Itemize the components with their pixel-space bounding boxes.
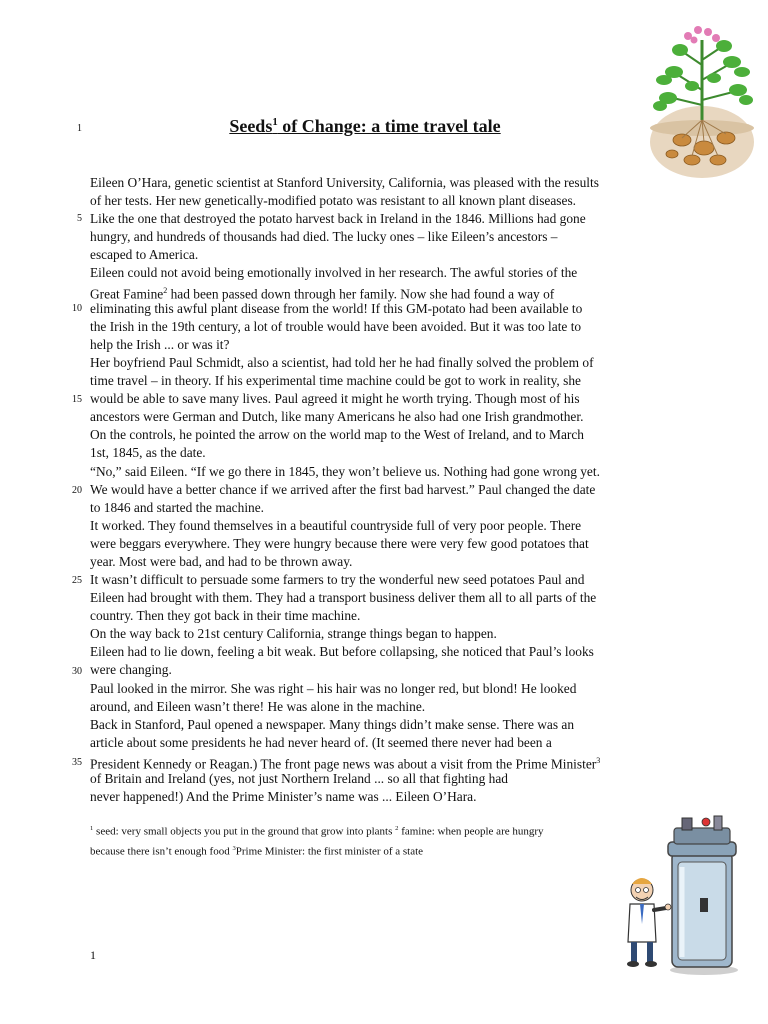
line-number: 5 [77,213,82,224]
body-line: President Kennedy or Reagan.) The front page news was about a visit from the Prime Minister$^3$ [90,756,601,772]
body-line: Paul looked in the mirror. She was right – his hair was no longer red, but blond! He looked [90,681,577,696]
potato-plant-illustration [648,20,758,180]
body-line: Eileen O’Hara, genetic scientist at Stanford University, California, was pleased with the results [90,175,599,190]
body-line: Great Famine$^2$ had been passed down through her family. Now she had found a way of [90,286,555,302]
body-line: the Irish in the 19th century, a lot of trouble would have been avoided. But it was too late to [90,319,582,334]
body-line: were changing. [90,662,172,677]
page-number: 1 [90,948,96,962]
scientist-time-machine-illustration [622,812,742,977]
body-line: to 1846 and started the machine. [90,500,265,515]
body-line: On the controls, he pointed the arrow on the world map to the West of Ireland, and to March [90,427,584,442]
body-line: around, and Eileen wasn’t there! He was alone in the machine. [90,699,426,714]
line-number: 10 [72,303,82,314]
body-line: “No,” said Eileen. “If we go there in 1845, they won’t believe us. Nothing had gone wrong yet. [90,464,600,479]
body-line: Eileen had brought with them. They had a transport business deliver them all to all parts of the [90,590,597,605]
line-number: 35 [72,757,82,768]
footnote-line: because there isn’t enough food $^3$Prime Minister: the first minister of a state [90,845,424,858]
body-line: It worked. They found themselves in a beautiful countryside full of very poor people. There [90,518,582,533]
body-line: On the way back to 21st century California, strange things began to happen. [90,626,497,641]
body-line: help the Irish ... or was it? [90,337,230,352]
body-line: time travel – in theory. If his experimental time machine could be got to work in reality, she [90,373,581,388]
body-line: Back in Stanford, Paul opened a newspaper. Many things didn’t make sense. There was an [90,717,575,732]
body-line: We would have a better chance if we arrived after the first bad harvest.” Paul changed the date [90,482,596,497]
body-line: ancestors were German and Dutch, like many Americans he also had one Irish grandmother. [90,409,584,424]
body-line: Eileen had to lie down, feeling a bit weak. But before collapsing, she noticed that Paul’s looks [90,644,594,659]
line-number: 25 [72,575,82,586]
footnote-line: $^1$ seed: very small objects you put in the ground that grow into plants $^2$ famine: when people are hungry [90,825,544,838]
line-number: 15 [72,394,82,405]
body-line: Eileen could not avoid being emotionally involved in her research. The awful stories of the [90,265,578,280]
body-line: eliminating this awful plant disease from the world! If this GM-potato had been available to [90,301,583,316]
body-line: would be able to save many lives. Paul agreed it might he worth trying. Though most of his [90,391,580,406]
body-line: country. Then they got back in their time machine. [90,608,361,623]
body-line: of Britain and Ireland (yes, not just Northern Ireland ... so all that fighting had [90,771,508,786]
body-line: were beggars everywhere. They were hungry because there were very few good potatoes that [90,536,589,551]
body-line: escaped to America. [90,247,199,262]
body-line: Her boyfriend Paul Schmidt, also a scientist, had told her he had finally solved the problem of [90,355,594,370]
body-line: It wasn’t difficult to persuade some farmers to try the wonderful new seed potatoes Paul and [90,572,585,587]
line-number: 20 [72,485,82,496]
body-line: hungry, and hundreds of thousands had died. The lucky ones – like Eileen’s ancestors – [90,229,558,244]
body-line: year. Most were bad, and had to be thrown away. [90,554,353,569]
body-line: 1st, 1845, as the date. [90,445,206,460]
body-line: Like the one that destroyed the potato harvest back in Ireland in the 1846. Millions had gone [90,211,586,226]
line-number: 30 [72,666,82,677]
line-number: 1 [77,123,82,134]
body-line: article about some presidents he had never heard of. (It seemed there never had been a [90,735,552,750]
body-line: never happened!) And the Prime Minister’s name was ... Eileen O’Hara. [90,789,477,804]
story-title: Seeds$^1$ of Change: a time travel tale [229,116,501,136]
body-line: of her tests. Her new genetically-modified potato was resistant to all known plant diseases. [90,193,577,208]
